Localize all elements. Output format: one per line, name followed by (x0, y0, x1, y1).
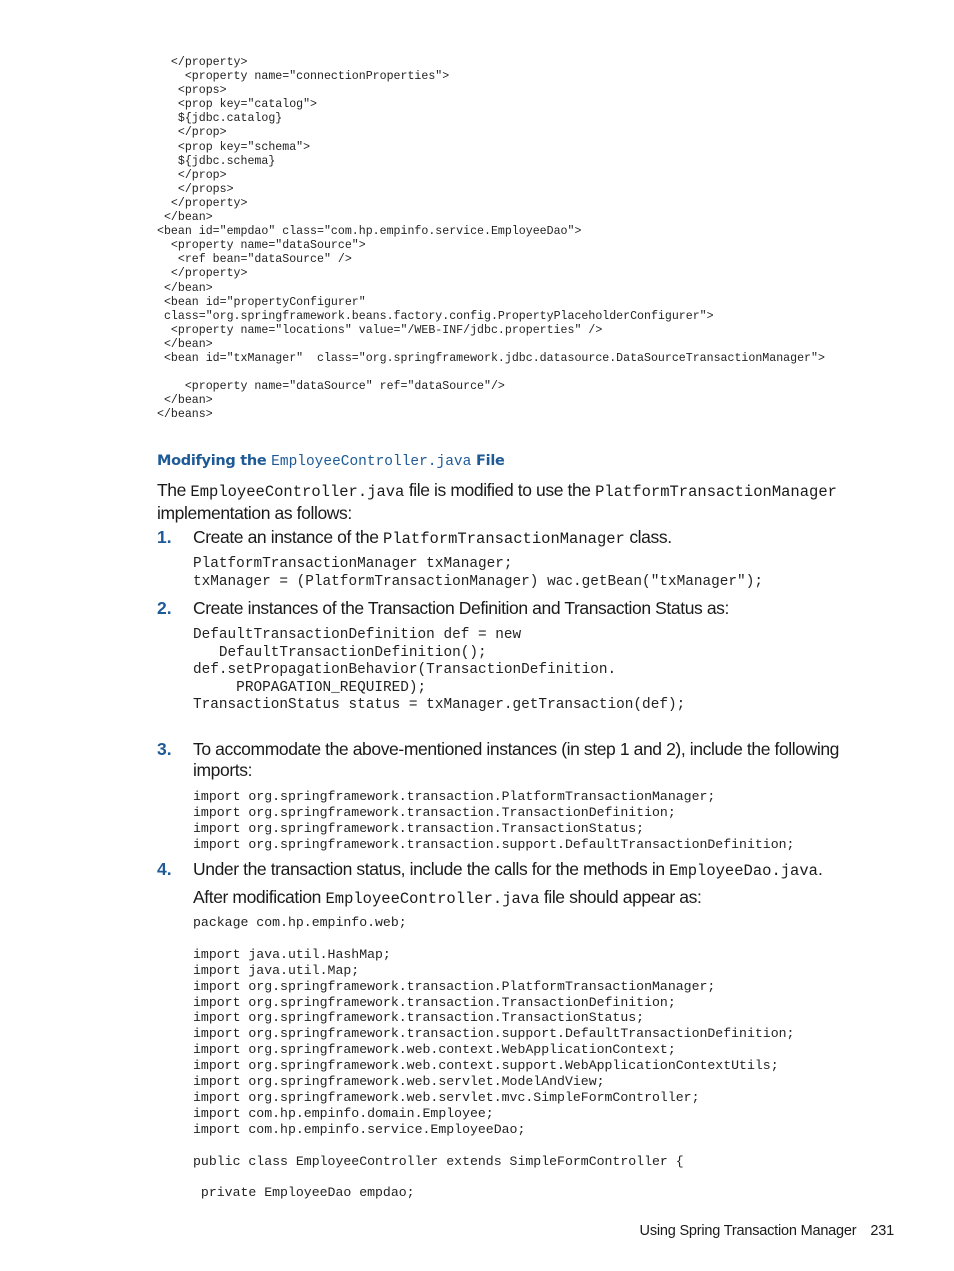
step-text: To accommodate the above-mentioned instances (in step 1 and 2), include the following imports: (193, 739, 839, 780)
step-4-continuation (157, 887, 897, 910)
step-text (193, 527, 897, 550)
after-filename: EmployeeController.java (325, 890, 540, 908)
intro-text-suffix: implementation as follows: (157, 503, 352, 523)
step-4-code-block: package com.hp.empinfo.web; import java.util.HashMap; import java.util.Map; import org.springframework.transaction.PlatformTransactionManager; import org.springframework.transaction.TransactionDefinition; import org.springframework.transaction.TransactionStatus; import org.springframework.transaction.support.DefaultTransactionDefinition; import org.springframework.web.context.WebApplicationContext; import org.springframework.web.context.support.WebApplicationContextUtils; import org.springframework.web.servlet.ModelAndView; import org.springframework.web.servlet.mvc.SimpleFormController; import com.hp.empinfo.domain.Employee; import com.hp.empinfo.service.EmployeeDao; public class EmployeeController extends SimpleFormController { private EmployeeDao empdao; (193, 915, 795, 1201)
step-classname: PlatformTransactionManager (383, 530, 625, 548)
footer-title: Using Spring Transaction Manager (639, 1223, 857, 1239)
step-text (193, 887, 897, 910)
step-text (193, 859, 897, 882)
step-text-suffix: class. (624, 527, 672, 547)
step-1-code-block: PlatformTransactionManager txManager; txManager = (PlatformTransactionManager) wac.getBean("txManager"); (193, 556, 763, 590)
after-text-prefix: After modification (193, 887, 326, 907)
step-text-prefix: Under the transaction status, include the calls for the methods in (193, 859, 670, 879)
step-filename: EmployeeDao.java (669, 862, 818, 880)
section-heading (157, 453, 505, 470)
intro-filename: EmployeeController.java (190, 483, 405, 501)
after-text-suffix: file should appear as: (539, 887, 702, 907)
page-number: 231 (870, 1223, 894, 1239)
intro-text-middle: file is modified to use the (404, 480, 596, 500)
step-4 (157, 859, 897, 882)
step-3 (157, 739, 897, 781)
step-text: Create instances of the Transaction Definition and Transaction Status as: (193, 598, 729, 618)
heading-prefix: Modifying the (157, 453, 272, 469)
step-number: 3. (157, 739, 172, 759)
heading-suffix: File (471, 453, 505, 469)
step-2-code-block: DefaultTransactionDefinition def = new DefaultTransactionDefinition(); def.setPropagationBehavior(TransactionDefinition. PROPAGATION_REQUIRED); TransactionStatus status = txManager.getTransaction(def); (193, 627, 686, 714)
heading-filename: EmployeeController.java (271, 454, 472, 470)
page-footer (640, 1223, 894, 1239)
intro-text-prefix: The (157, 480, 191, 500)
xml-config-code-block: </property> <property name="connectionProperties"> <props> <prop key="catalog"> ${jdbc.catalog} </prop> <prop key="schema"> ${jdbc.schema} </prop> </props> </property> </bean> <bean id="empdao" class="com.hp.empinfo.service.EmployeeDao"> <property name="dataSource"> <ref bean="dataSource" /> </property> </bean> <bean id="propertyConfigurer" class="org.springframework.beans.factory.config.PropertyPlaceholderConfigurer"> <property name="locations" value="/WEB-INF/jdbc.properties" /> </bean> <bean id="txManager" class="org.springframework.jdbc.datasource.DataSourceTransactionManager"> <property name="dataSource" ref="dataSource"/> </bean> </beans> (157, 56, 825, 422)
intro-paragraph (157, 480, 902, 524)
step-number: 4. (157, 859, 172, 879)
step-number: 2. (157, 598, 172, 618)
step-text-prefix: Create an instance of the (193, 527, 384, 547)
step-1 (157, 527, 897, 550)
step-number: 1. (157, 527, 172, 547)
step-text-suffix: . (817, 859, 823, 879)
step-2 (157, 598, 897, 619)
step-3-code-block: import org.springframework.transaction.PlatformTransactionManager; import org.springframework.transaction.TransactionDefinition; import org.springframework.transaction.TransactionStatus; import org.springframework.transaction.support.DefaultTransactionDefinition; (193, 789, 795, 852)
intro-classname: PlatformTransactionManager (595, 483, 837, 501)
